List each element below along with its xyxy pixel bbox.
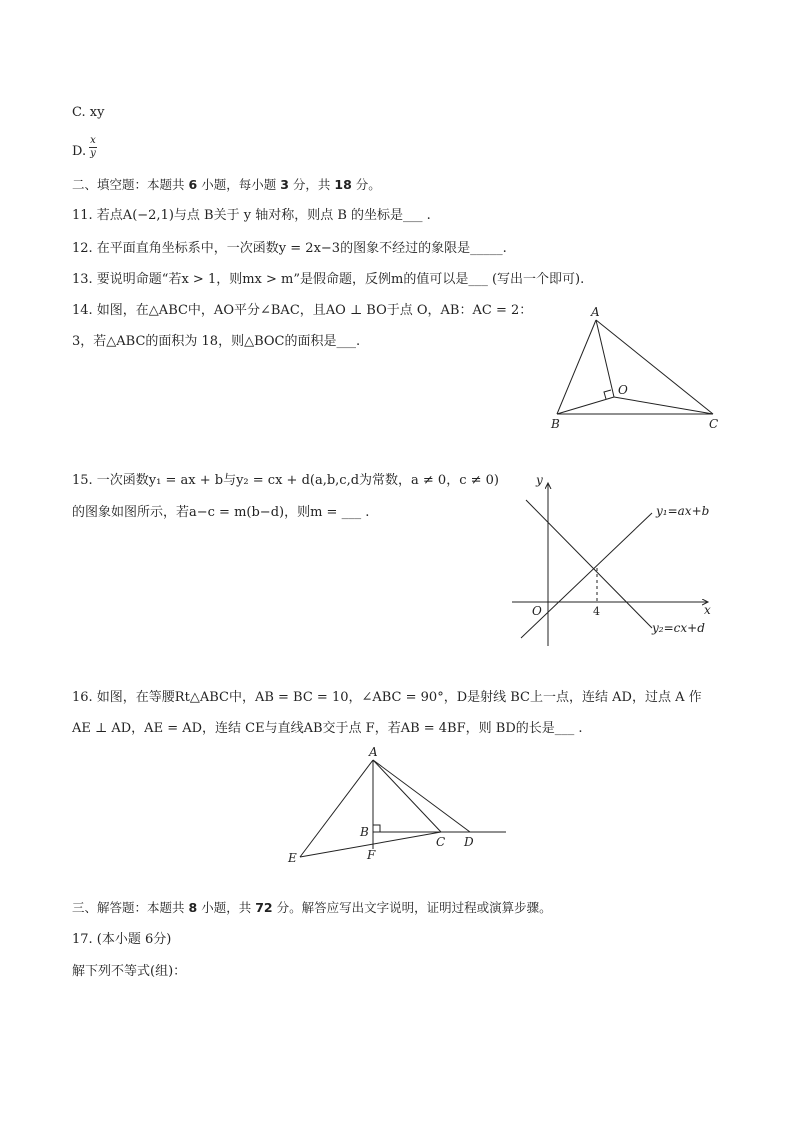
segment-ab [557, 320, 596, 414]
question-11: 11. 若点A(−2,1)与点 B关于 y 轴对称，则点 B 的坐标是___ . [72, 208, 431, 223]
section-2-suffix: 分。 [355, 177, 381, 192]
section-3-heading [72, 899, 552, 917]
question-13: 13. 要说明命题“若x > 1，则mx > m”是假命题，反例m的值可以是___ (写出一个即可). [72, 272, 585, 287]
section-3-suffix: 分。解答应写出文字说明，证明过程或演算步骤。 [276, 900, 552, 915]
label-c: C [436, 835, 446, 849]
segment-ao [596, 320, 614, 397]
label-f: F [367, 848, 376, 862]
section-3-prefix: 三、解答题：本题共 [72, 900, 185, 915]
label-b: B [551, 417, 560, 431]
segment-ac [596, 320, 713, 414]
segment-ac [373, 760, 441, 832]
label-o: O [618, 383, 628, 397]
x-axis-label: x [704, 603, 711, 617]
question-17-instruction: 解下列不等式(组)： [72, 964, 187, 979]
label-a: A [591, 305, 600, 319]
section-2-mid1: 小题，每小题 [201, 177, 277, 192]
question-15-line-1: 15. 一次函数y₁ = ax + b与y₂ = cx + d(a,b,c,d为常数，a ≠ 0，c ≠ 0) [72, 473, 499, 488]
label-e: E [288, 851, 297, 865]
section-3-count: 8 [188, 900, 198, 915]
fraction-numerator: x [90, 135, 96, 146]
question-15-line-2: 的图象如图所示，若a−c = m(b−d)，则m = ___ . [72, 505, 370, 520]
fraction-denominator: y [90, 148, 96, 159]
label-d: D [464, 835, 474, 849]
section-3-total: 72 [255, 900, 273, 915]
line-y1-label: y₁=ax+b [656, 504, 710, 518]
question-16-line-1: 16. 如图，在等腰Rt△ABC中，AB = BC = 10，∠ABC = 90°，D是射线 BC上一点，连结 AD，过点 A 作 [72, 690, 702, 705]
question-14-line-1: 14. 如图，在△ABC中，AO平分∠BAC，且AO ⊥ BO于点 O，AB：AC = 2： [72, 303, 533, 318]
origin-label: O [532, 604, 542, 618]
segment-bo [557, 397, 614, 414]
segment-ad [373, 760, 470, 832]
segment-ae [300, 760, 373, 857]
segment-oc [614, 397, 713, 414]
segment-ec [300, 832, 441, 857]
question-12: 12. 在平面直角坐标系中，一次函数y = 2x−3的图象不经过的象限是_____. [72, 241, 507, 256]
line-y2 [526, 500, 652, 628]
tick-label-4: 4 [593, 605, 600, 618]
option-d-fraction [88, 136, 98, 159]
y-axis-label: y [536, 473, 543, 487]
right-angle-mark [604, 390, 611, 399]
section-2-score-each: 3 [280, 177, 289, 192]
label-b: B [360, 825, 369, 839]
question-14-line-2: 3，若△ABC的面积为 18，则△BOC的面积是___. [72, 334, 361, 349]
question-16-line-2: AE ⊥ AD，AE = AD，连结 CE与直线AB交于点 F，若AB = 4BF，则 BD的长是___ . [72, 721, 583, 736]
line-y2-label: y₂=cx+d [652, 621, 705, 635]
section-2-total: 18 [334, 177, 352, 192]
section-2-prefix: 二、填空题：本题共 [72, 177, 185, 192]
right-angle-mark [373, 825, 380, 832]
line-y1 [521, 513, 652, 638]
question-17-title: 17. (本小题 6分) [72, 932, 172, 947]
option-d-prefix: D. [72, 144, 87, 159]
section-2-count: 6 [188, 177, 198, 192]
section-2-mid2: 分，共 [292, 177, 331, 192]
label-c: C [709, 417, 719, 431]
option-c: C. xy [72, 105, 105, 120]
section-3-mid1: 小题，共 [201, 900, 252, 915]
section-2-heading [72, 176, 381, 194]
label-a: A [369, 745, 378, 759]
